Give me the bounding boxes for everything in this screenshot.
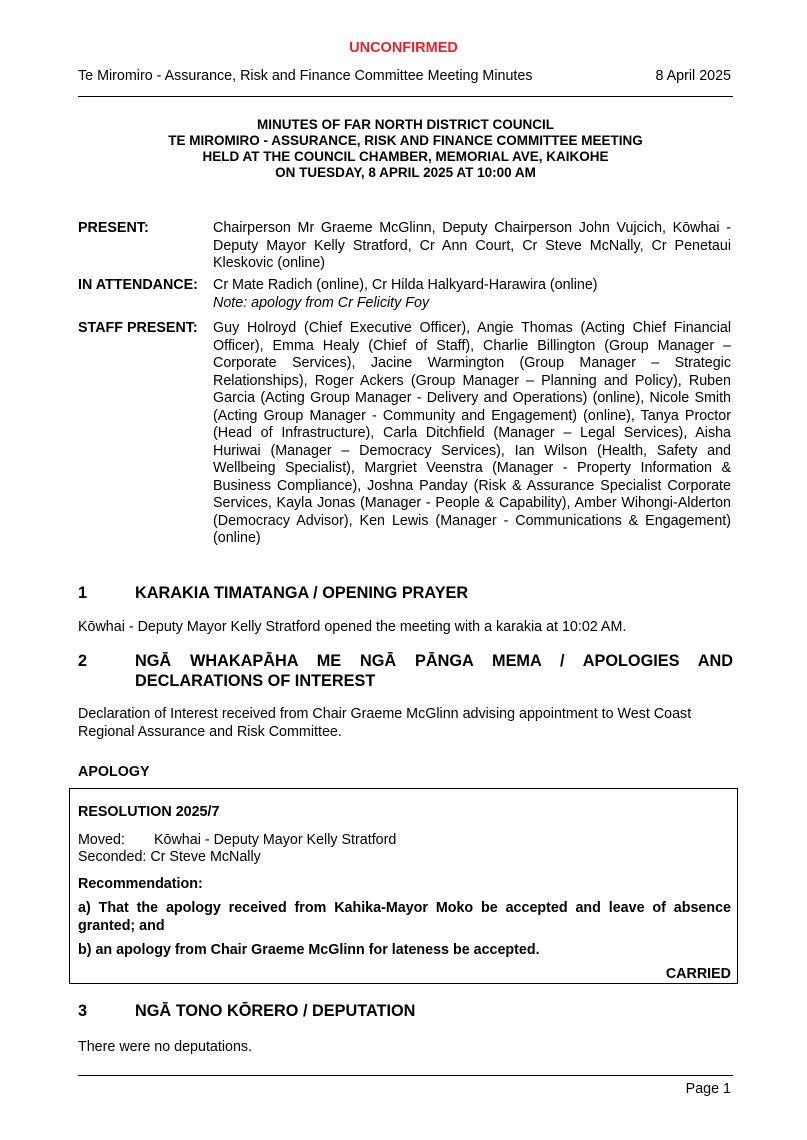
resolution-item-b: b) an apology from Chair Graeme McGlinn for lateness be accepted. <box>78 942 540 958</box>
page-number: Page 1 <box>685 1081 731 1097</box>
section-2-number: 2 <box>78 652 88 670</box>
moved-value: Kōwhai - Deputy Mayor Kelly Stratford <box>154 832 397 848</box>
resolution-title: RESOLUTION 2025/7 <box>78 804 220 820</box>
present-label: PRESENT: <box>78 220 149 236</box>
header-divider <box>78 96 733 97</box>
moved-line <box>78 832 731 850</box>
header-title: Te Miromiro - Assurance, Risk and Finance Committee Meeting Minutes <box>78 68 533 84</box>
section-1-title: KARAKIA TIMATANGA / OPENING PRAYER <box>135 584 469 602</box>
minutes-title-line-3: HELD AT THE COUNCIL CHAMBER, MEMORIAL AVE, KAIKOHE <box>202 149 609 164</box>
in-attendance-label: IN ATTENDANCE: <box>78 277 198 293</box>
minutes-title-line-2: TE MIROMIRO - ASSURANCE, RISK AND FINANCE COMMITTEE MEETING <box>168 133 643 148</box>
section-1-number: 1 <box>78 584 88 602</box>
recommendation-label: Recommendation: <box>78 876 203 892</box>
staff-present-value: Guy Holroyd (Chief Executive Officer), Angie Thomas (Acting Chief Financial Officer), Emma Healy (Chief of Staff), Charlie Billington (Group Manager – Corporate Services), Jacine Warmington (Group Manager – Strategic Relationships), Roger Ackers (Group Manager – Planning and Policy), Ruben Garcia (Acting Group Manager - Delivery and Operations) (online), Nicole Smith (Acting Group Manager - Community and Engagement) (online), Tanya Proctor (Head of Infrastructure), Carla Ditchfield (Manager – Legal Services), Aisha Huriwai (Manager – Democracy Services), Ian Wilson (Health, Safety and Wellbeing Specialist), Margriet Veenstra (Manager - Property Information & Business Compliance), Joshna Panday (Risk & Assurance Specialist Corporate Services, Kayla Jonas (Manager - People & Capability), Amber Wihongi-Alderton (Democracy Advisor), Ken Lewis (Manager - Communications & Engagement) (online) <box>213 320 731 546</box>
minutes-title-line-1: MINUTES OF FAR NORTH DISTRICT COUNCIL <box>257 117 554 132</box>
staff-present-label: STAFF PRESENT: <box>78 320 198 336</box>
present-value: Chairperson Mr Graeme McGlinn, Deputy Chairperson John Vujcich, Kōwhai - Deputy Mayor Kelly Stratford, Cr Ann Court, Cr Steve McNally, Cr Penetaui Kleskovic (online) <box>213 220 731 271</box>
resolution-box <box>69 788 738 984</box>
section-3-body: There were no deputations. <box>78 1039 253 1055</box>
footer-divider <box>78 1075 733 1076</box>
minutes-title <box>78 117 733 181</box>
resolution-item-a: a) That the apology received from Kahika-Mayor Moko be accepted and leave of absence granted; and <box>78 900 731 934</box>
minutes-title-line-4: ON TUESDAY, 8 APRIL 2025 AT 10:00 AM <box>275 165 536 180</box>
section-3-title: NGĀ TONO KŌRERO / DEPUTATION <box>135 1002 416 1020</box>
header-date: 8 April 2025 <box>655 68 731 84</box>
in-attendance-value <box>213 277 731 312</box>
in-attendance-names: Cr Mate Radich (online), Cr Hilda Halkyard-Harawira (online) <box>213 277 598 293</box>
unconfirmed-banner: UNCONFIRMED <box>349 40 458 56</box>
seconded-line <box>78 849 731 867</box>
section-2-body: Declaration of Interest received from Chair Graeme McGlinn advising appointment to West Coast Regional Assurance and Risk Committee. <box>78 706 692 740</box>
seconded-value: Cr Steve McNally <box>150 849 261 865</box>
resolution-outcome: CARRIED <box>665 966 731 982</box>
section-2-title: NGĀ WHAKAPĀHA ME NGĀ PĀNGA MEMA / APOLOGIES AND DECLARATIONS OF INTEREST <box>135 652 733 690</box>
apology-subheading: APOLOGY <box>78 764 150 780</box>
seconded-label: Seconded: <box>78 849 147 865</box>
apology-note: Note: apology from Cr Felicity Foy <box>213 294 430 311</box>
section-3-number: 3 <box>78 1002 88 1020</box>
section-1-body: Kōwhai - Deputy Mayor Kelly Stratford opened the meeting with a karakia at 10:02 AM. <box>78 619 627 635</box>
moved-label: Moved: <box>78 832 125 848</box>
